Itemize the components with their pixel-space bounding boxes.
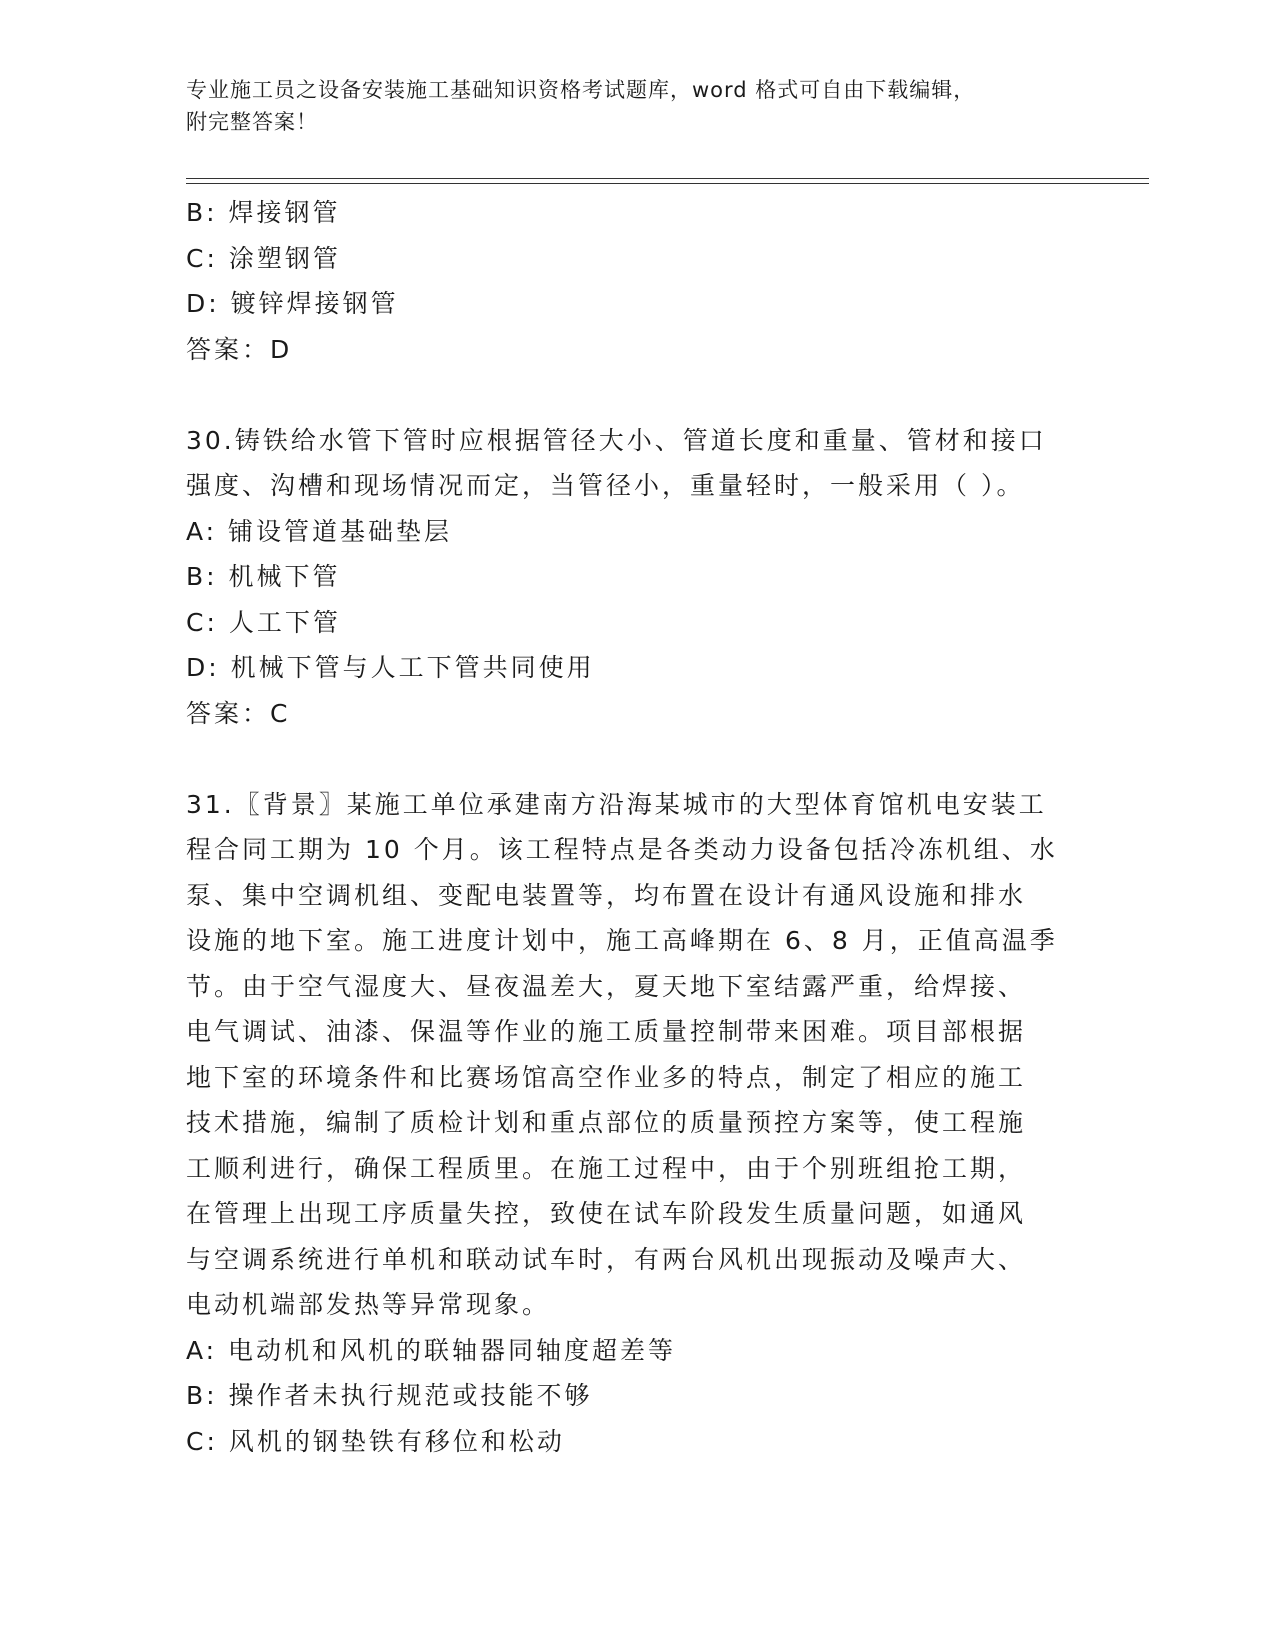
question-stem bbox=[186, 782, 1066, 1328]
stem-line: 技术措施，编制了质检计划和重点部位的质量预控方案等，使工程施 bbox=[186, 1108, 1027, 1137]
previous-question bbox=[186, 190, 1066, 372]
question-stem bbox=[186, 418, 1066, 509]
header-line-1: 专业施工员之设备安装施工基础知识资格考试题库，word 格式可自由下载编辑， bbox=[186, 78, 976, 102]
header-line-2: 附完整答案！ bbox=[186, 110, 318, 134]
option-a: A: 铺设管道基础垫层 bbox=[186, 516, 453, 546]
stem-line: 地下室的环境条件和比赛场馆高空作业多的特点，制定了相应的施工 bbox=[186, 1062, 1027, 1092]
answer-line: 答案：C bbox=[186, 698, 291, 728]
option-c: C: 风机的钢垫铁有移位和松动 bbox=[186, 1426, 565, 1456]
option-a: A: 电动机和风机的联轴器同轴度超差等 bbox=[186, 1335, 677, 1365]
option-c: C: 涂塑钢管 bbox=[186, 243, 341, 273]
stem-line: 31.〖背景〗某施工单位承建南方沿海某城市的大型体育馆机电安装工 bbox=[186, 789, 1047, 819]
option-b: B: 焊接钢管 bbox=[186, 198, 341, 227]
option-d: D: 机械下管与人工下管共同使用 bbox=[186, 653, 595, 682]
stem-line: 30.铸铁给水管下管时应根据管径大小、管道长度和重量、管材和接口 bbox=[186, 425, 1047, 455]
stem-line: 强度、沟槽和现场情况而定，当管径小，重量轻时，一般采用（ ）。 bbox=[186, 471, 1025, 500]
question-31 bbox=[186, 782, 1066, 1465]
answer-line: 答案：D bbox=[186, 334, 293, 364]
stem-line: 电动机端部发热等异常现象。 bbox=[186, 1290, 551, 1319]
stem-line: 与空调系统进行单机和联动试车时，有两台风机出现振动及噪声大、 bbox=[186, 1244, 1027, 1274]
stem-line: 在管理上出现工序质量失控，致使在试车阶段发生质量问题，如通风 bbox=[186, 1199, 1027, 1228]
question-content bbox=[186, 190, 1066, 1464]
stem-line: 工顺利进行，确保工程质里。在施工过程中，由于个别班组抢工期， bbox=[186, 1153, 1027, 1183]
header-divider-top bbox=[186, 178, 1149, 179]
stem-line: 泵、集中空调机组、变配电装置等，均布置在设计有通风设施和排水 bbox=[186, 880, 1027, 910]
page-header bbox=[186, 74, 1086, 138]
option-b: B: 操作者未执行规范或技能不够 bbox=[186, 1381, 593, 1410]
spacer bbox=[186, 736, 1066, 782]
stem-line: 电气调试、油漆、保温等作业的施工质量控制带来困难。项目部根据 bbox=[186, 1017, 1027, 1046]
question-30 bbox=[186, 418, 1066, 737]
stem-line: 节。由于空气湿度大、昼夜温差大，夏天地下室结露严重，给焊接、 bbox=[186, 971, 1027, 1001]
spacer bbox=[186, 372, 1066, 418]
header-divider-bottom bbox=[186, 183, 1149, 184]
option-b: B: 机械下管 bbox=[186, 562, 341, 591]
option-d: D: 镀锌焊接钢管 bbox=[186, 289, 399, 318]
stem-line: 程合同工期为 10 个月。该工程特点是各类动力设备包括冷冻机组、水 bbox=[186, 835, 1058, 864]
stem-line: 设施的地下室。施工进度计划中，施工高峰期在 6、8 月，正值高温季 bbox=[186, 926, 1058, 955]
option-c: C: 人工下管 bbox=[186, 607, 341, 637]
